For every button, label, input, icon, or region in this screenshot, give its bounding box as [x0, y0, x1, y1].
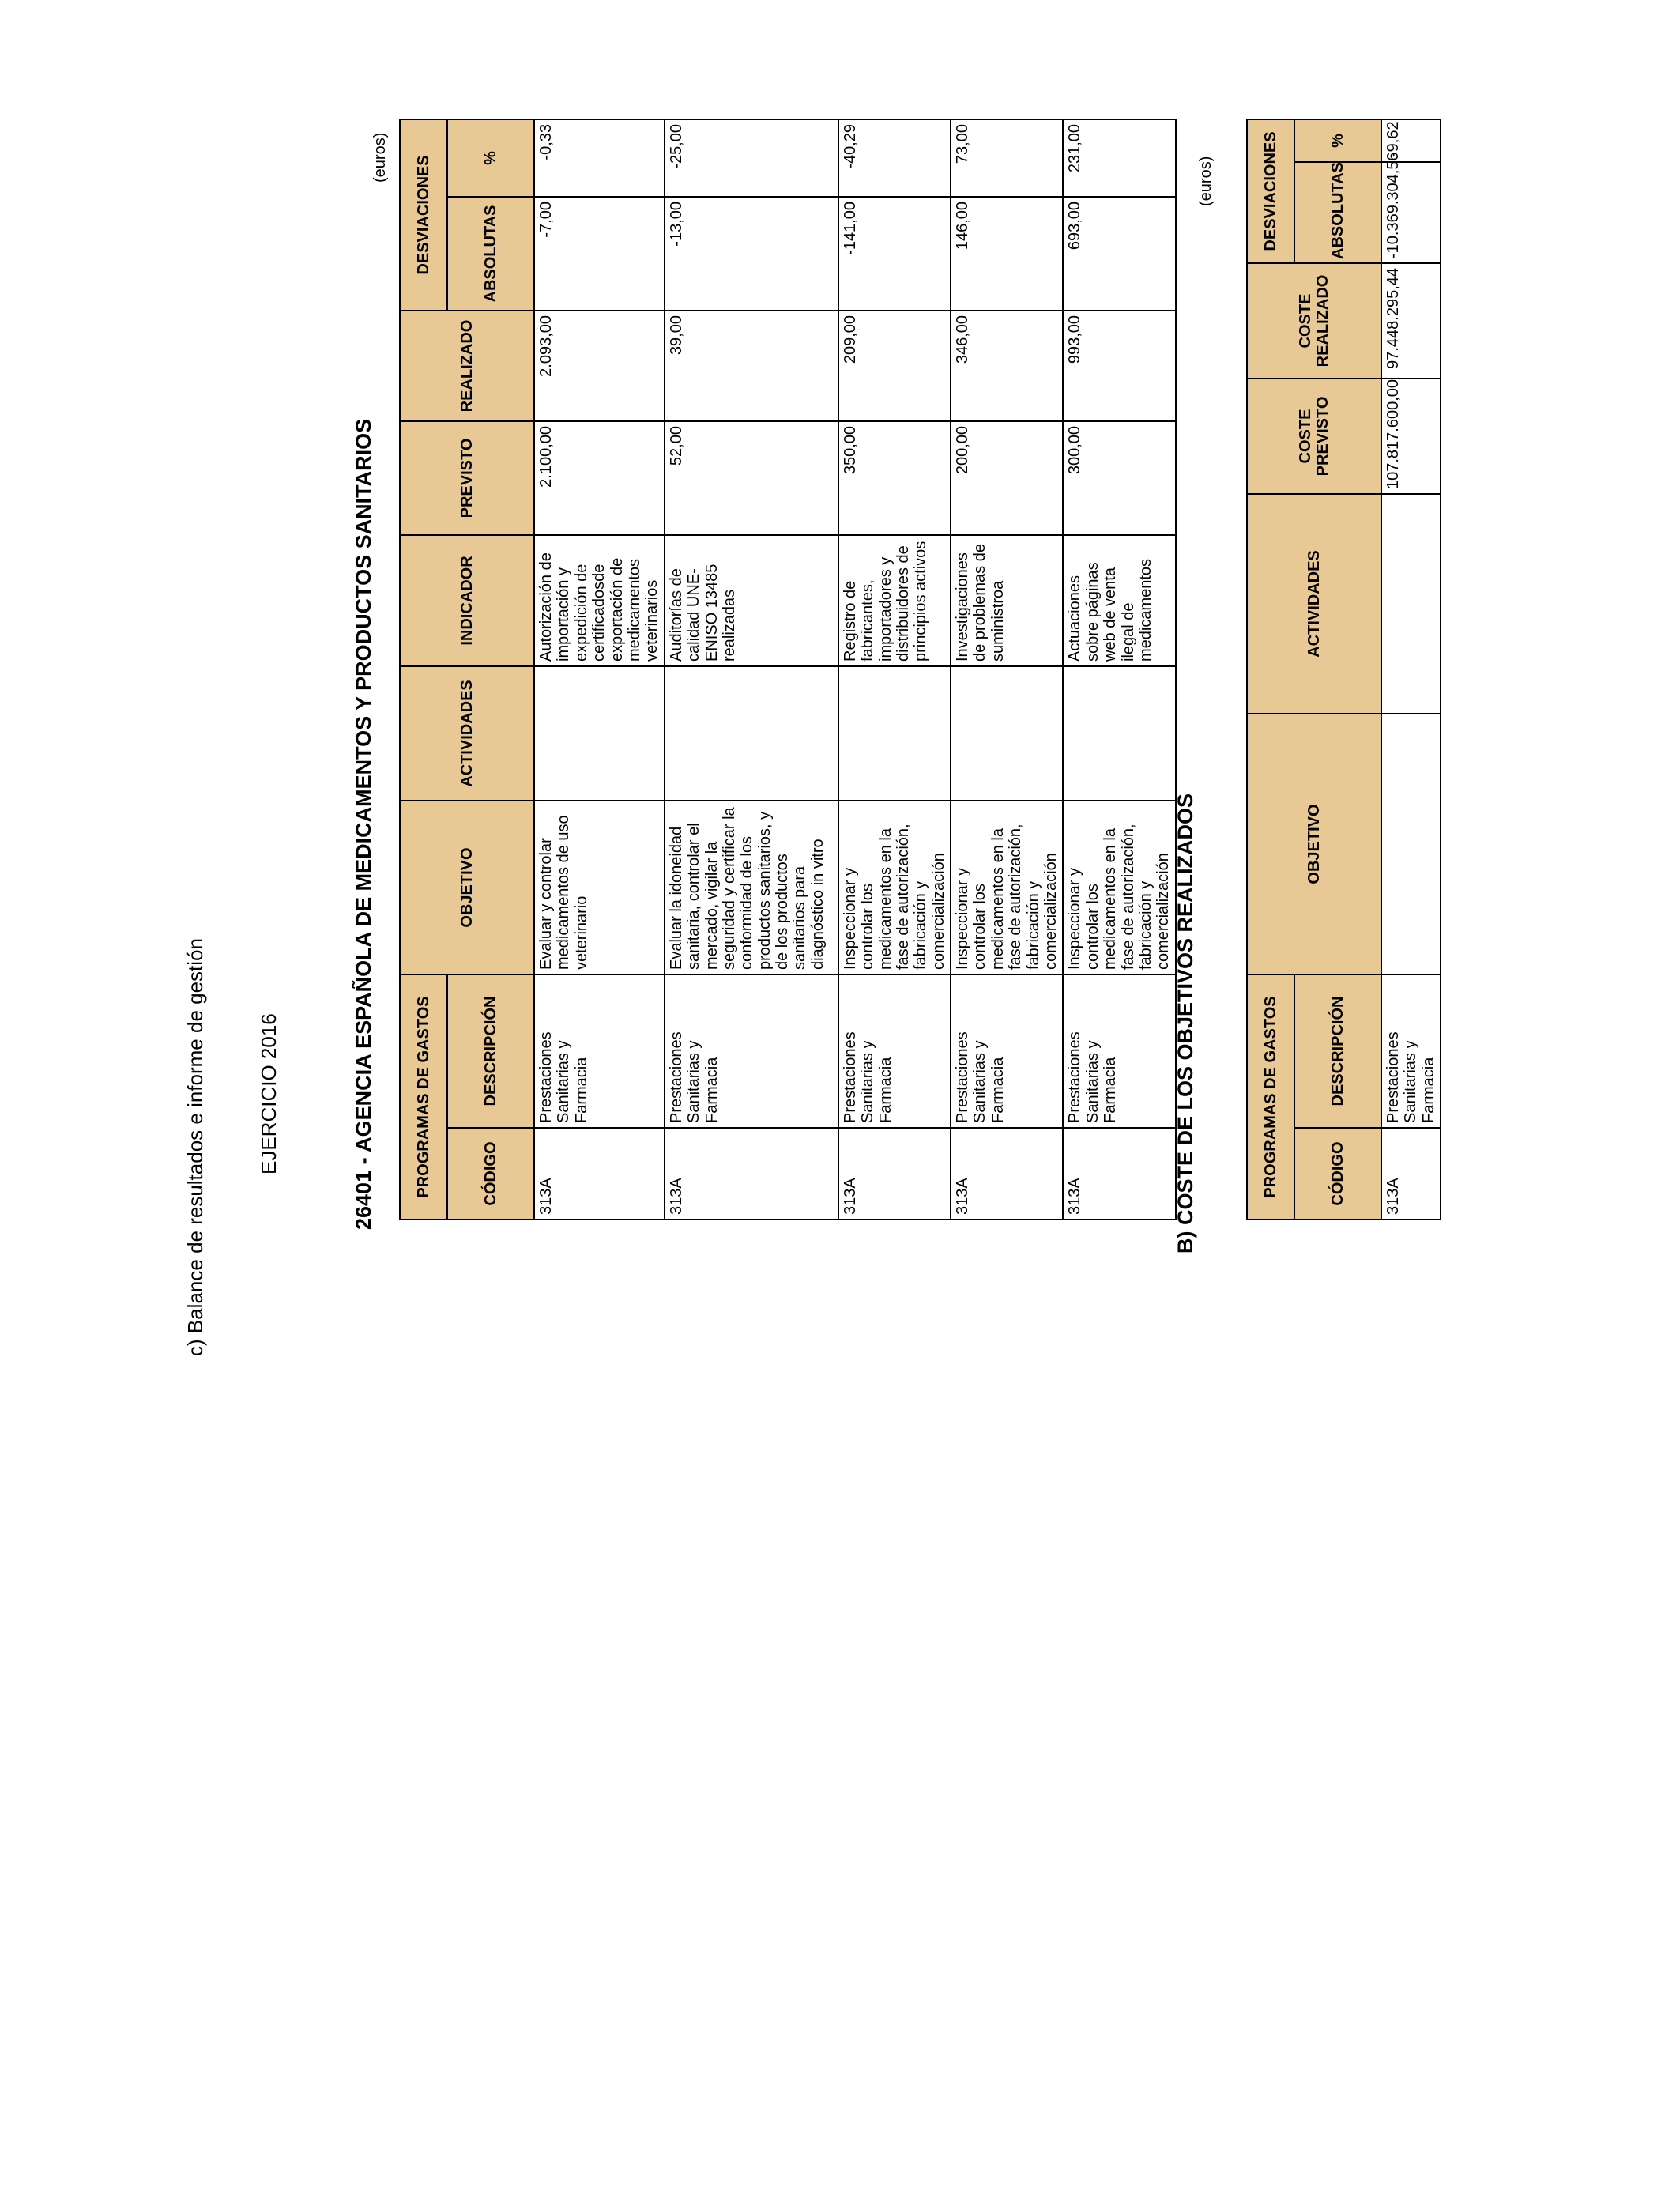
cell-realizado: 993,00 — [1063, 311, 1175, 421]
header-absolutas-2: ABSOLUTAS — [1294, 162, 1381, 263]
header-actividades-2: ACTIVIDADES — [1247, 494, 1381, 714]
header-realizado: REALIZADO — [400, 311, 534, 421]
header-absolutas: ABSOLUTAS — [447, 197, 534, 311]
header-codigo-2: CÓDIGO — [1294, 1128, 1381, 1220]
cell-codigo: 313A — [838, 1128, 951, 1220]
cell-actividades — [838, 666, 951, 801]
currency-note: (euros) — [371, 132, 389, 183]
cell-pct: -0,33 — [534, 119, 665, 197]
header-desviaciones-2: DESVIACIONES — [1247, 119, 1294, 263]
cell-descripcion: Prestaciones Sanitarias y Farmacia — [534, 974, 665, 1128]
cell-actividades — [1063, 666, 1175, 801]
cell-previsto: 200,00 — [951, 421, 1063, 535]
cell-objetivo: Inspeccionar y controlar los medicamentos en la fase de autorización, fabricación y comercialización — [951, 801, 1063, 974]
cell-previsto: 350,00 — [838, 421, 951, 535]
header-objetivo-2: OBJETIVO — [1247, 714, 1381, 974]
cell-indicador: Actuaciones sobre páginas web de venta ilegal de medicamentos — [1063, 535, 1175, 666]
cell-coste-realizado: 97.448.295,44 — [1381, 263, 1441, 379]
cell-objetivo: Evaluar la idoneidad sanitaria, controlar el mercado, vigilar la seguridad y certificar la conformidad de los productos sanitarios, y de los productos sanitarios para diagnóstico in vitro — [665, 801, 838, 974]
cell-codigo: 313A — [1063, 1128, 1175, 1220]
cell-realizado: 39,00 — [665, 311, 838, 421]
cost-table — [1246, 119, 1441, 1220]
cell-realizado: 346,00 — [951, 311, 1063, 421]
cell-codigo: 313A — [534, 1128, 665, 1220]
cell-pct: -25,00 — [665, 119, 838, 197]
cell-pct: 73,00 — [951, 119, 1063, 197]
cell-objetivo — [1381, 714, 1441, 974]
header-desviaciones: DESVIACIONES — [400, 119, 447, 311]
cell-previsto: 2.100,00 — [534, 421, 665, 535]
results-table — [399, 119, 1177, 1220]
cell-descripcion: Prestaciones Sanitarias y Farmacia — [1381, 974, 1441, 1128]
header-pct-2: % — [1294, 119, 1381, 162]
cell-pct: 231,00 — [1063, 119, 1175, 197]
table-row — [534, 119, 665, 1220]
exercise-title: EJERCICIO 2016 — [257, 1013, 281, 1174]
cell-realizado: 209,00 — [838, 311, 951, 421]
header-coste-previsto: COSTE PREVISTO — [1247, 379, 1381, 494]
header-objetivo: OBJETIVO — [400, 801, 534, 974]
cell-actividades — [665, 666, 838, 801]
header-coste-realizado: COSTE REALIZADO — [1247, 263, 1381, 379]
cell-coste-previsto: 107.817.600,00 — [1381, 379, 1441, 494]
cell-pct: -9,62 — [1381, 119, 1441, 162]
cell-indicador: Auditorías de calidad UNE-ENISO 13485 realizadas — [665, 535, 838, 666]
cell-objetivo: Inspeccionar y controlar los medicamentos en la fase de autorización, fabricación y comercialización — [838, 801, 951, 974]
table-row — [665, 119, 838, 1220]
cell-absolutas: 146,00 — [951, 197, 1063, 311]
header-descripcion-2: DESCRIPCIÓN — [1294, 974, 1381, 1128]
header-previsto: PREVISTO — [400, 421, 534, 535]
header-programas-2: PROGRAMAS DE GASTOS — [1247, 974, 1294, 1220]
section-title: c) Balance de resultados e informe de gestión — [183, 938, 207, 1356]
header-pct: % — [447, 119, 534, 197]
cell-descripcion: Prestaciones Sanitarias y Farmacia — [1063, 974, 1175, 1128]
header-codigo: CÓDIGO — [447, 1128, 534, 1220]
cell-codigo: 313A — [951, 1128, 1063, 1220]
cell-descripcion: Prestaciones Sanitarias y Farmacia — [951, 974, 1063, 1128]
table-row — [1063, 119, 1175, 1220]
cell-descripcion: Prestaciones Sanitarias y Farmacia — [838, 974, 951, 1128]
cell-realizado: 2.093,00 — [534, 311, 665, 421]
cell-objetivo: Inspeccionar y controlar los medicamentos en la fase de autorización, fabricación y comercialización — [1063, 801, 1175, 974]
table-row — [838, 119, 951, 1220]
header-indicador: INDICADOR — [400, 535, 534, 666]
cell-indicador: Registro de fabricantes, importadores y distribuidores de principios activos — [838, 535, 951, 666]
cell-absolutas: -7,00 — [534, 197, 665, 311]
header-actividades: ACTIVIDADES — [400, 666, 534, 801]
cell-previsto: 52,00 — [665, 421, 838, 535]
cell-actividades — [534, 666, 665, 801]
header-programas: PROGRAMAS DE GASTOS — [400, 974, 447, 1220]
cell-previsto: 300,00 — [1063, 421, 1175, 535]
cell-actividades — [1381, 494, 1441, 714]
cell-pct: -40,29 — [838, 119, 951, 197]
cell-absolutas: -10.369.304,56 — [1381, 162, 1441, 263]
cell-indicador: Investigaciones de problemas de suministroa — [951, 535, 1063, 666]
cell-codigo: 313A — [665, 1128, 838, 1220]
cell-absolutas: 693,00 — [1063, 197, 1175, 311]
header-descripcion: DESCRIPCIÓN — [447, 974, 534, 1128]
agency-title: 26401 - AGENCIA ESPAÑOLA DE MEDICAMENTOS Y PRODUCTOS SANITARIOS — [352, 418, 375, 1230]
cell-absolutas: -13,00 — [665, 197, 838, 311]
cell-actividades — [951, 666, 1063, 801]
cell-codigo: 313A — [1381, 1128, 1441, 1220]
cell-descripcion: Prestaciones Sanitarias y Farmacia — [665, 974, 838, 1128]
cell-indicador: Autorización de importación y expedición de certificadosde exportación de medicamentos veterinarios — [534, 535, 665, 666]
cell-objetivo: Evaluar y controlar medicamentos de uso veterinario — [534, 801, 665, 974]
table-row — [1381, 119, 1441, 1220]
section-b-title: B) COSTE DE LOS OBJETIVOS REALIZADOS — [1173, 793, 1197, 1253]
table-row — [951, 119, 1063, 1220]
cell-absolutas: -141,00 — [838, 197, 951, 311]
currency-note-2: (euros) — [1197, 156, 1215, 206]
